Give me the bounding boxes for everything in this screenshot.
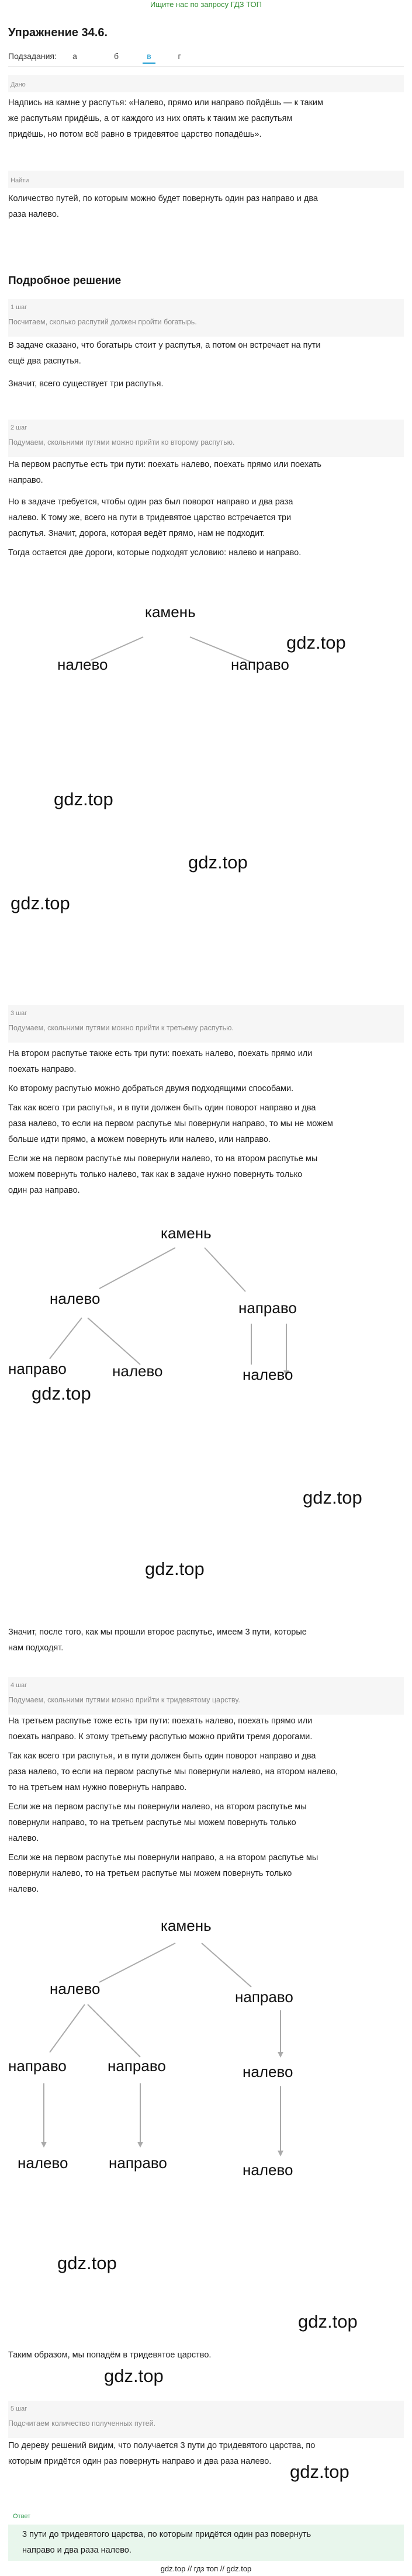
step-3-text xyxy=(8,1046,401,1199)
tree-edge xyxy=(88,1318,140,1365)
answer-text xyxy=(22,2527,396,2558)
step-line: Так как всего три распутья, и в пути должен быть один поворот направо и два xyxy=(8,1103,316,1113)
step-line: Но в задаче требуется, чтобы один раз был поворот направо и два раза xyxy=(8,497,293,507)
find-label: Найти xyxy=(11,177,29,184)
tree-edge xyxy=(99,1248,175,1289)
tree-1-left: налево xyxy=(57,656,108,673)
step-line: больше идти прямо, а можем повернуть или налево, или направо. xyxy=(8,1135,271,1144)
step-line: поехать направо. xyxy=(8,1065,77,1074)
step-line: повернули направо, то на третьем распутье мы можем повернуть только xyxy=(8,1818,296,1827)
step-2-desc: Подумаем, скольними путями можно прийти ко второму распутью. xyxy=(8,438,235,446)
answer-line: 3 пути до тридевятого царства, по которым придётся один раз повернуть xyxy=(22,2530,311,2539)
step-line: налево. xyxy=(8,1834,39,1843)
step-line: Если же на первом распутье мы повернули налево, на втором распутье мы xyxy=(8,1802,307,1812)
step-line: Значит, всего существует три распутья. xyxy=(8,379,164,389)
search-hint-link[interactable]: Ищите нас по запросу ГДЗ ТОП xyxy=(150,0,262,9)
footer-watermark: gdz.top // гдз топ // gdz.top xyxy=(160,2564,252,2573)
tree-2-right: направо xyxy=(238,1299,297,1317)
solution-title: Подробное решение xyxy=(8,275,122,287)
page-title: Упражнение 34.6. xyxy=(8,26,108,39)
step-line: раза налево, то если на первом распутье мы повернули налево, на втором налево, xyxy=(8,1767,338,1777)
step-line: нам подходят. xyxy=(8,1643,64,1653)
subtask-tab-v[interactable]: в xyxy=(147,51,151,61)
watermark: gdz.top xyxy=(54,789,113,809)
step-line: В задаче сказано, что богатырь стоит у распутья, а потом он встречает на пути xyxy=(8,341,321,350)
tree-2-left-left: направо xyxy=(8,1360,67,1377)
step-3-label: 3 шаг xyxy=(11,1010,27,1017)
subtasks-divider xyxy=(8,66,404,67)
given-line: Надпись на камне у распутья: «Налево, прямо или направо пойдёшь — к таким xyxy=(8,98,323,108)
tree-3-root: камень xyxy=(161,1917,212,1934)
decision-tree-1 xyxy=(0,596,412,923)
decision-tree-3 xyxy=(0,1917,412,2361)
step-2-text xyxy=(8,457,401,561)
step-line: ещё два распутья. xyxy=(8,356,81,366)
step-line: Тогда остается две дороги, которые подходят условию: налево и направо. xyxy=(8,548,302,558)
tree-edge xyxy=(99,1943,175,1982)
tree-3-right-left: налево xyxy=(243,2063,293,2080)
step-4-label: 4 шаг xyxy=(11,1682,27,1689)
given-label: Дано xyxy=(11,81,26,88)
step-line: налево. xyxy=(8,1885,39,1894)
subtask-tab-a[interactable]: а xyxy=(72,51,77,61)
step-1-desc: Посчитаем, сколько распутий должен пройти богатырь. xyxy=(8,318,197,326)
given-line: придёшь, но потом всё равно в тридевятое царство попадёшь». xyxy=(8,130,262,139)
find-text xyxy=(8,191,401,223)
watermark: gdz.top xyxy=(145,1559,205,1579)
tree-3-left: налево xyxy=(50,1980,101,1997)
watermark: gdz.top xyxy=(290,2461,349,2482)
step-line: Значит, после того, как мы прошли второе распутье, имеем 3 пути, которые xyxy=(8,1628,307,1637)
find-line: Количество путей, по которым можно будет повернуть один раз направо и два xyxy=(8,194,318,203)
step-3-desc: Подумаем, скольними путями можно прийти к третьему распутью. xyxy=(8,1024,234,1032)
tree-3-lr-child: направо xyxy=(109,2154,167,2172)
step-line: По дереву решений видим, что получается 3 пути до тридевятого царства, по xyxy=(8,2441,316,2450)
watermark: gdz.top xyxy=(57,2253,117,2273)
step-4-after xyxy=(8,2348,401,2363)
find-line: раза налево. xyxy=(8,210,59,219)
tree-edge xyxy=(88,2004,140,2057)
tree-2-lines xyxy=(0,1224,412,1616)
given-line: же распутьям придёшь, а от каждого из них опять к таким же распутьям xyxy=(8,114,293,123)
tree-3-rl-child: налево xyxy=(243,2161,293,2179)
step-2-label: 2 шаг xyxy=(11,424,27,431)
tree-1-lines xyxy=(0,596,412,923)
watermark: gdz.top xyxy=(303,1487,362,1508)
step-line: то на третьем нам нужно повернуть направо. xyxy=(8,1783,187,1792)
subtasks-label: Подзадания: xyxy=(8,51,57,61)
step-line: На втором распутье также есть три пути: поехать налево, поехать прямо или xyxy=(8,1049,313,1058)
step-line: направо. xyxy=(8,476,43,485)
tree-1-right: направо xyxy=(231,656,289,673)
tree-3-left-right: направо xyxy=(108,2057,166,2075)
given-text xyxy=(8,95,401,143)
tree-2-root: камень xyxy=(161,1224,212,1242)
answer-label: Ответ xyxy=(13,2513,31,2520)
tree-edge xyxy=(50,2004,85,2052)
step-line: Так как всего три распутья, и в пути должен быть один поворот направо и два xyxy=(8,1751,316,1761)
given-header-block xyxy=(8,75,404,92)
step-line: раза налево, то если на первом распутье мы повернули направо, то мы не можем xyxy=(8,1119,333,1128)
step-4-desc: Подумаем, скольними путями можно прийти к тридевятому царству. xyxy=(8,1696,240,1704)
tree-edge xyxy=(205,1248,245,1292)
watermark: gdz.top xyxy=(32,1383,91,1404)
step-1-label: 1 шаг xyxy=(11,304,27,311)
watermark: gdz.top xyxy=(104,2366,164,2386)
watermark: gdz.top xyxy=(188,852,248,872)
tree-2-left-right: налево xyxy=(112,1362,163,1380)
tree-3-left-left: направо xyxy=(8,2057,67,2075)
watermark: gdz.top xyxy=(286,632,346,653)
tree-2-right-left: налево xyxy=(243,1366,293,1383)
tree-2-left: налево xyxy=(50,1290,101,1307)
step-line: распутья. Значит, дорога, которая ведёт прямо, нам не подходит. xyxy=(8,529,265,538)
decision-tree-2 xyxy=(0,1224,412,1616)
tree-3-ll-child: налево xyxy=(18,2154,68,2172)
step-5-desc: Подсчитаем количество полученных путей. xyxy=(8,2419,156,2428)
answer-line: направо и два раза налево. xyxy=(22,2546,131,2555)
step-line: налево. К тому же, всего на пути в тридевятое царство встречается три xyxy=(8,513,292,522)
tree-1-root: камень xyxy=(145,603,196,621)
step-line: Таким образом, мы попадём в тридевятое царство. xyxy=(8,2350,212,2360)
step-line: На первом распутье есть три пути: поехать налево, поехать прямо или поехать xyxy=(8,460,321,469)
tree-edge xyxy=(202,1943,251,1987)
step-line: Если же на первом распутье мы повернули направо, а на втором распутье мы xyxy=(8,1853,318,1862)
step-4-text xyxy=(8,1713,401,1898)
step-line: можем повернуть только налево, так как в задаче нужно повернуть только xyxy=(8,1170,303,1179)
step-line: Если же на первом распутье мы повернули налево, то на втором распутье мы xyxy=(8,1154,318,1164)
watermark: gdz.top xyxy=(11,893,70,913)
step-line: которым придётся один раз повернуть направо и два раза налево. xyxy=(8,2457,272,2466)
step-1-text xyxy=(8,338,401,392)
step-line: На третьем распутье тоже есть три пути: поехать налево, поехать прямо или xyxy=(8,1716,313,1726)
step-line: повернули налево, то на третьем распутье мы можем повернуть только xyxy=(8,1869,292,1878)
step-line: Ко второму распутью можно добраться двумя подходящими способами. xyxy=(8,1084,294,1093)
step-5-label: 5 шаг xyxy=(11,2405,27,2412)
step-line: один раз направо. xyxy=(8,1186,80,1195)
find-header-block xyxy=(8,171,404,188)
watermark: gdz.top xyxy=(298,2311,358,2332)
active-tab-underline xyxy=(143,63,155,64)
step-3-after xyxy=(8,1625,401,1656)
subtask-tab-b[interactable]: б xyxy=(113,51,119,61)
subtask-tab-g[interactable]: г xyxy=(178,51,181,61)
tree-3-right: направо xyxy=(235,1988,293,2006)
tree-edge xyxy=(50,1318,82,1359)
step-line: поехать направо. К этому третьему распутью можно прийти тремя дорогами. xyxy=(8,1732,313,1741)
